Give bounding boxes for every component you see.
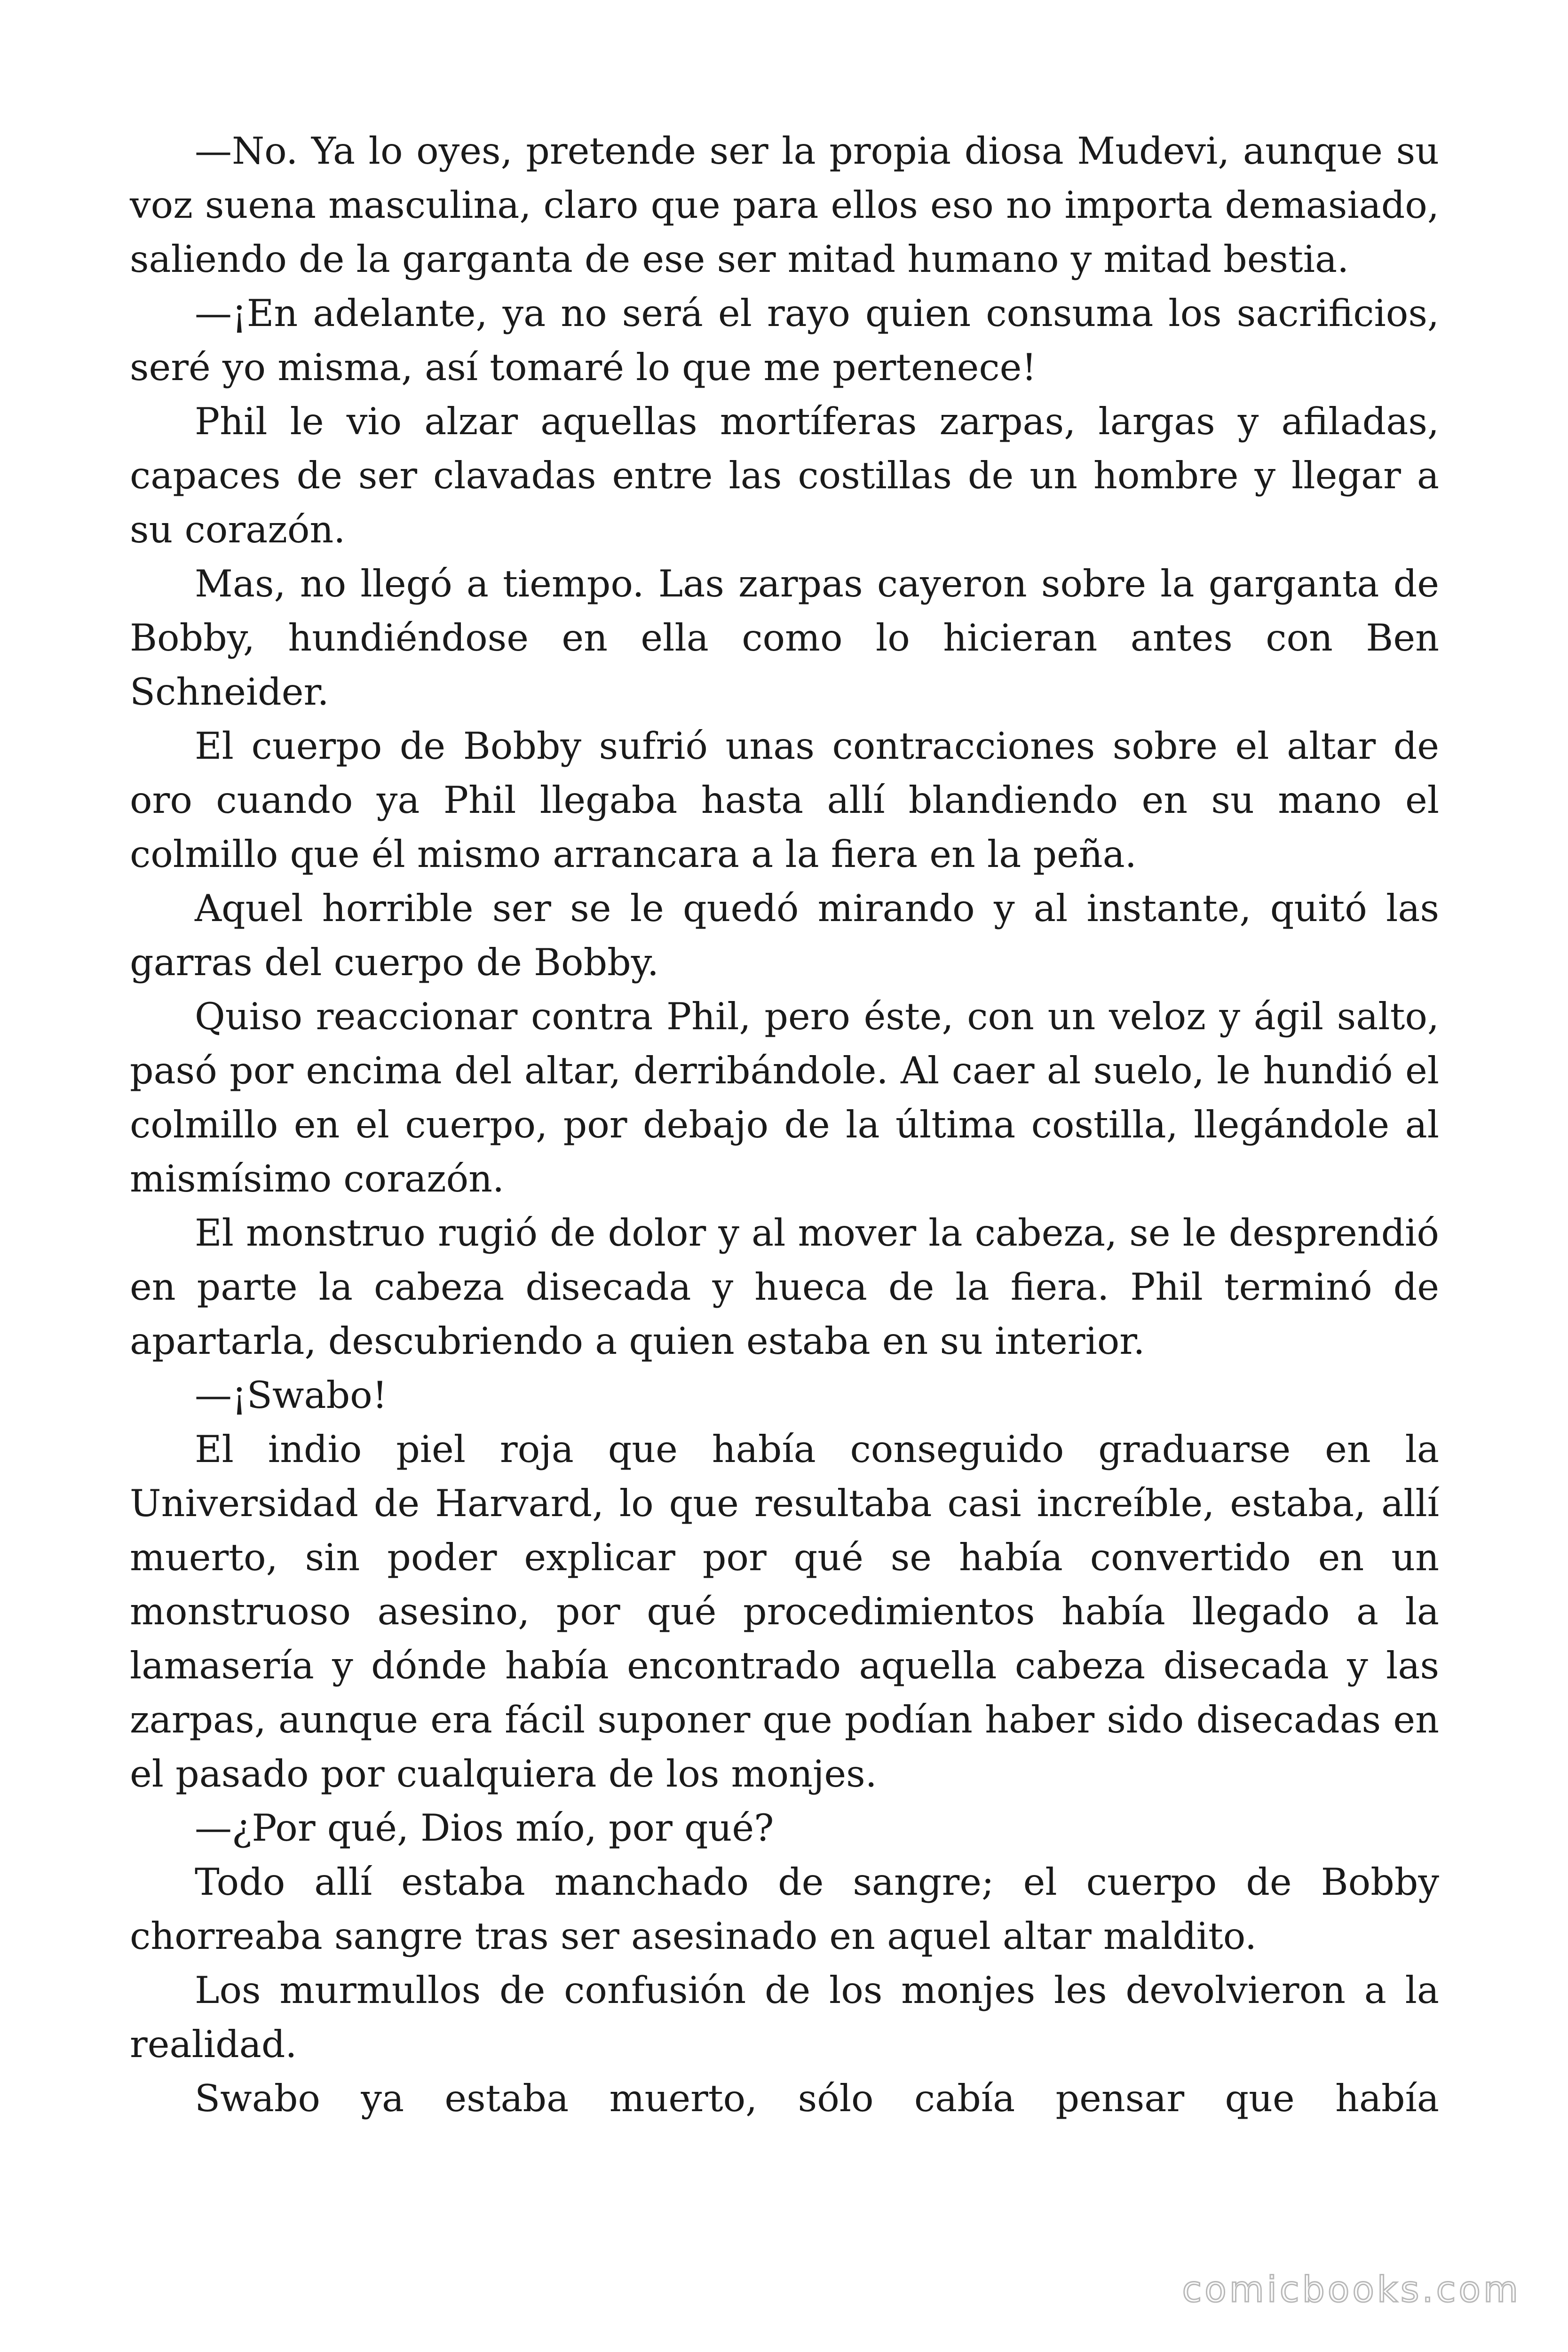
paragraph: Mas, no llegó a tiempo. Las zarpas cayeron sobre la garganta de Bobby, hundiéndose en ella como lo hicieran antes con Ben Schneider.: [130, 562, 1439, 714]
paragraph: —¡Swabo!: [195, 1374, 388, 1417]
paragraph: Aquel horrible ser se le quedó mirando y al instante, quitó las garras del cuerpo de Bobby.: [130, 887, 1439, 984]
paragraph: El cuerpo de Bobby sufrió unas contracciones sobre el altar de oro cuando ya Phil llegaba hasta allí blandiendo en su mano el colmillo que él mismo arrancara a la fiera en la peña.: [130, 724, 1439, 876]
paragraph: El indio piel roja que había conseguido graduarse en la Universidad de Harvard, lo que resultaba casi increíble, estaba, allí muerto, sin poder explicar por qué se había convertido en un monstruoso asesino, por qué procedimientos había llegado a la lamasería y dónde había encontrado aquella cabeza disecada y las zarpas, aunque era fácil suponer que podían haber sido disecadas en el pasado por cualquiera de los monjes.: [130, 1428, 1439, 1796]
paragraph: Phil le vio alzar aquellas mortíferas zarpas, largas y afiladas, capaces de ser clavadas entre las costillas de un hombre y llegar a su corazón.: [130, 400, 1439, 551]
watermark-logo: comicbooks.com: [1182, 2268, 1521, 2310]
paragraph: Quiso reaccionar contra Phil, pero éste, con un veloz y ágil salto, pasó por encima del altar, derribándole. Al caer al suelo, le hundió el colmillo en el cuerpo, por debajo de la última costilla, llegándole al mismísimo corazón.: [130, 995, 1439, 1200]
paragraph: Todo allí estaba manchado de sangre; el cuerpo de Bobby chorreaba sangre tras ser asesinado en aquel altar maldito.: [130, 1860, 1439, 1958]
paragraph: Swabo ya estaba muerto, sólo cabía pensar que había: [195, 2077, 1439, 2120]
paragraph: Los murmullos de confusión de los monjes les devolvieron a la realidad.: [130, 1969, 1439, 2066]
paragraph: El monstruo rugió de dolor y al mover la cabeza, se le desprendió en parte la cabeza disecada y hueca de la fiera. Phil terminó de apartarla, descubriendo a quien estaba en su interior.: [130, 1211, 1439, 1363]
paragraph: —No. Ya lo oyes, pretende ser la propia diosa Mudevi, aunque su voz suena masculina, claro que para ellos eso no importa demasiado, saliendo de la garganta de ese ser mitad humano y mitad bestia.: [130, 129, 1439, 281]
paragraph: —¡En adelante, ya no será el rayo quien consuma los sacrificios, seré yo misma, así tomaré lo que me pertenece!: [130, 292, 1439, 389]
paragraph: —¿Por qué, Dios mío, por qué?: [195, 1806, 774, 1850]
body-text: [130, 124, 1439, 2126]
